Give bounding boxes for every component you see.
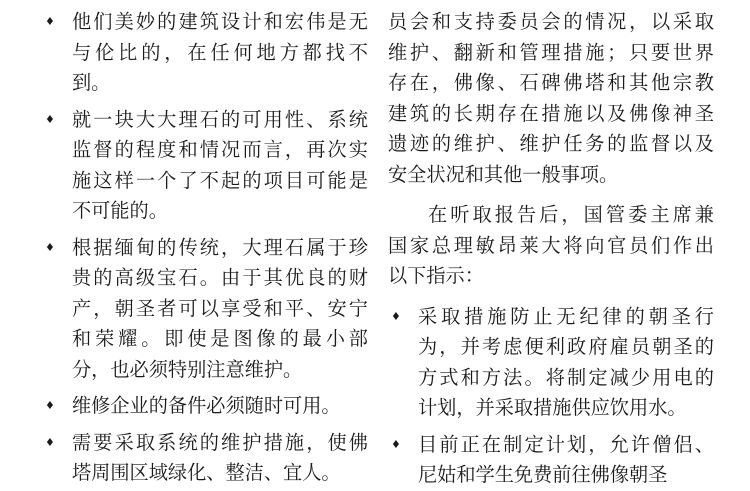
continuation-paragraph: [388, 7, 714, 190]
text-line: 他们美妙的建筑设计和宏伟是无: [72, 10, 368, 33]
text-line: 与伦比的，在任何地方都找不: [72, 40, 368, 64]
bullet-item: [42, 105, 368, 227]
text-line: 存在，佛像、石碑佛塔和其他宗教: [388, 71, 714, 94]
left-column: [42, 7, 368, 489]
text-line: 监督的程度和情况而言，再次实: [72, 138, 368, 161]
text-line: 遗迹的维护、维护任务的监督以及: [388, 132, 714, 155]
bullet-icon: ♦: [45, 15, 55, 28]
text-line: 计划，并采取措施供应饮用水。: [418, 396, 687, 419]
text-line: 建筑的长期存在措施以及佛像神圣: [388, 101, 714, 125]
text-line: 方式和方法。将制定减少用电的: [418, 365, 714, 389]
bullet-item: [42, 7, 368, 99]
bullet-item: [388, 430, 714, 491]
text-line: 以下指示：: [388, 264, 484, 287]
text-line: 目前正在制定计划，允许僧侣、: [418, 432, 714, 456]
bullet-icon: ♦: [391, 309, 401, 323]
text-line: 维护、翻新和管理措施；只要世界: [388, 40, 714, 64]
bullet-item: [388, 302, 714, 424]
text-line: 施这样一个了不起的项目可能是: [72, 168, 368, 192]
bullet-item: [42, 428, 368, 489]
text-line: 和荣耀。即使是图像的最小部: [72, 327, 368, 350]
text-line: 安全状况和其他一般事项。: [388, 162, 619, 186]
text-line: 在听取报告后，国管委主席兼: [428, 203, 714, 226]
bullet-icon: ♦: [45, 240, 55, 254]
instruction-paragraph: [388, 200, 714, 292]
bullet-icon: ♦: [45, 399, 55, 412]
bullet-item: [42, 233, 368, 386]
text-line: 贵的高级宝石。由于其优良的财: [72, 266, 368, 289]
text-line: 需要采取系统的维护措施，使佛: [72, 430, 368, 454]
text-line: 到。: [72, 71, 111, 94]
text-line: 塔周围区域绿化、整洁、宜人。: [72, 461, 341, 484]
text-line: 尼姑和学生免费前往佛像朝圣: [418, 463, 668, 486]
text-line: 维修企业的备件必须随时可用。: [72, 394, 341, 417]
bullet-icon: ♦: [45, 112, 55, 126]
text-line: 不可能的。: [72, 199, 168, 222]
right-column: [388, 7, 714, 491]
bullet-item: [42, 391, 368, 422]
bullet-icon: ♦: [45, 435, 55, 449]
text-line: 分，也必须特别注意维护。: [72, 357, 303, 381]
text-line: 国家总理敏昂莱大将向官员们作出: [388, 233, 714, 257]
text-line: 员会和支持委员会的情况，以采取: [388, 10, 714, 33]
text-line: 采取措施防止无纪律的朝圣行: [418, 304, 714, 328]
text-line: 根据缅甸的传统，大理石属于珍: [72, 235, 368, 259]
text-line: 就一块大大理石的可用性、系统: [72, 107, 368, 131]
bullet-icon: ♦: [391, 437, 401, 451]
text-line: 为，并考虑便利政府雇员朝圣的: [418, 335, 714, 358]
text-line: 产，朝圣者可以享受和平、安宁: [72, 296, 368, 320]
